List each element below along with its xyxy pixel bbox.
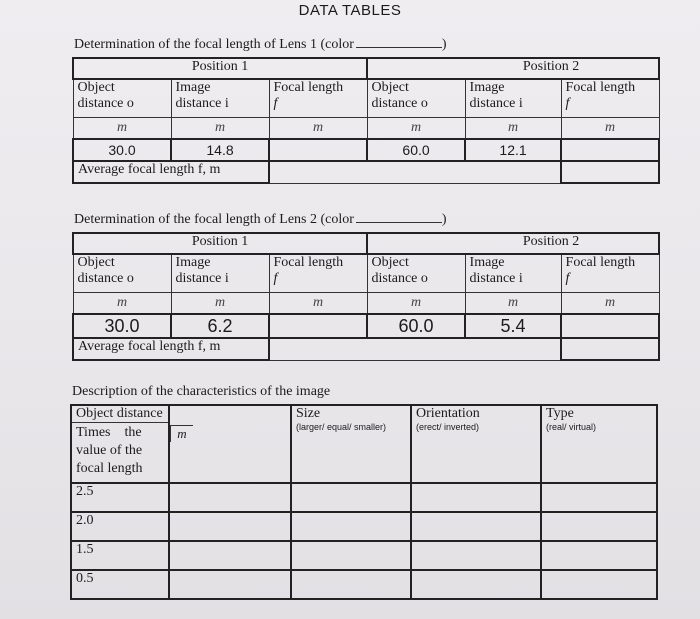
lens2-p2-object-label: Object xyxy=(371,255,409,270)
lens2-p1-image-value[interactable]: 6.2 xyxy=(171,314,269,338)
lens2-p1-image-header xyxy=(171,254,269,292)
size-sub: (larger/ equal/ smaller) xyxy=(296,422,387,432)
row-0-5-type[interactable] xyxy=(541,570,657,599)
row-1-5-orientation[interactable] xyxy=(411,541,541,570)
times-unit-header xyxy=(169,405,291,483)
times-focal-label xyxy=(72,423,168,479)
lens2-unit-6: m xyxy=(561,292,659,314)
lens2-p2-image-value[interactable]: 5.4 xyxy=(465,314,561,338)
lens1-unit-5: m xyxy=(465,117,561,139)
lens1-p1-object-sub: distance o xyxy=(77,96,134,111)
lens2-p1-image-sub: distance i xyxy=(175,271,229,286)
row-2-5-type[interactable] xyxy=(541,483,657,512)
lens1-table xyxy=(72,57,660,184)
times-unit: m xyxy=(170,425,193,442)
lens1-unit-3: m xyxy=(269,117,367,139)
lens2-p1-focal-label: Focal length xyxy=(273,255,344,270)
lens2-unit-2: m xyxy=(171,292,269,314)
lens2-p2-image-sub: distance i xyxy=(469,271,523,286)
lens1-p1-object-header xyxy=(73,79,171,117)
orientation-header xyxy=(411,405,541,483)
lens1-p1-image-label: Image xyxy=(175,80,211,95)
lens1-average-label: Average focal length f, m xyxy=(73,161,269,183)
characteristics-heading: Description of the characteristics of the image xyxy=(72,384,331,399)
lens2-color-blank[interactable] xyxy=(356,212,442,223)
lens1-position2-header: Position 2 xyxy=(367,58,659,79)
size-label: Size xyxy=(296,406,321,421)
lens1-p2-image-sub: distance i xyxy=(469,96,523,111)
object-distance-label: Object distance xyxy=(72,406,168,423)
type-header xyxy=(541,405,657,483)
lens1-p2-object-label: Object xyxy=(371,80,409,95)
type-label: Type xyxy=(546,406,574,421)
lens2-unit-4: m xyxy=(367,292,465,314)
lens1-p1-object-label: Object xyxy=(77,80,115,95)
lens1-p2-object-value[interactable]: 60.0 xyxy=(367,139,465,161)
row-0-5-label: 0.5 xyxy=(71,570,169,599)
row-2-5-label: 2.5 xyxy=(71,483,169,512)
lens1-heading-close: ) xyxy=(441,37,447,52)
lens2-position1-header: Position 1 xyxy=(73,233,367,254)
lens1-p1-focal-header xyxy=(269,79,367,117)
lens2-heading xyxy=(74,212,447,228)
lens1-p2-object-header xyxy=(367,79,465,117)
lens1-p1-focal-sub: f xyxy=(273,96,278,111)
page-title: DATA TABLES xyxy=(298,2,402,19)
orientation-sub: (erect/ inverted) xyxy=(416,422,480,432)
lens1-unit-4: m xyxy=(367,117,465,139)
value-of-the-word: value of the xyxy=(76,443,143,458)
lens1-heading xyxy=(74,37,447,53)
lens2-unit-5: m xyxy=(465,292,561,314)
row-1-5-type[interactable] xyxy=(541,541,657,570)
row-0-5-cell-1[interactable] xyxy=(169,570,291,599)
object-distance-header xyxy=(71,405,169,483)
times-word: Times xyxy=(76,425,111,440)
lens1-p1-focal-value[interactable] xyxy=(269,139,367,161)
lens1-p1-image-header xyxy=(171,79,269,117)
row-2-0-label: 2.0 xyxy=(71,512,169,541)
row-1-5-label: 1.5 xyxy=(71,541,169,570)
row-2-0-size[interactable] xyxy=(291,512,411,541)
lens1-p1-object-value[interactable]: 30.0 xyxy=(73,139,171,161)
lens1-p1-focal-label: Focal length xyxy=(273,80,344,95)
lens2-p2-focal-header xyxy=(561,254,659,292)
lens2-p1-image-label: Image xyxy=(175,255,211,270)
lens2-p2-object-header xyxy=(367,254,465,292)
lens2-p2-focal-value[interactable] xyxy=(561,314,659,338)
row-2-5-orientation[interactable] xyxy=(411,483,541,512)
lens1-p2-image-header xyxy=(465,79,561,117)
lens2-p2-image-header xyxy=(465,254,561,292)
lens1-p2-image-value[interactable]: 12.1 xyxy=(465,139,561,161)
lens2-p2-focal-sub: f xyxy=(565,271,570,286)
row-2-5-size[interactable] xyxy=(291,483,411,512)
lens2-p2-image-label: Image xyxy=(469,255,505,270)
lens2-p1-object-label: Object xyxy=(77,255,115,270)
lens2-p1-object-header xyxy=(73,254,171,292)
orientation-label: Orientation xyxy=(416,406,480,421)
lens1-unit-6: m xyxy=(561,117,659,139)
row-2-5-cell-1[interactable] xyxy=(169,483,291,512)
lens2-table xyxy=(72,232,660,361)
lens1-average-value[interactable] xyxy=(561,161,659,183)
lens1-heading-text: Determination of the focal length of Lens 1 (color xyxy=(74,37,354,52)
lens1-unit-2: m xyxy=(171,117,269,139)
lens1-color-blank[interactable] xyxy=(356,37,442,48)
type-sub: (real/ virtual) xyxy=(546,422,597,432)
lens1-p1-image-sub: distance i xyxy=(175,96,229,111)
row-2-0-cell-1[interactable] xyxy=(169,512,291,541)
lens2-p1-focal-header xyxy=(269,254,367,292)
lens2-p2-object-sub: distance o xyxy=(371,271,428,286)
lens2-unit-3: m xyxy=(269,292,367,314)
lens2-average-spacer xyxy=(269,338,561,360)
lens2-heading-text: Determination of the focal length of Lens 2 (color xyxy=(74,212,354,227)
lens1-position1-header: Position 1 xyxy=(73,58,367,79)
lens2-heading-close: ) xyxy=(441,212,447,227)
lens2-average-label: Average focal length f, m xyxy=(73,338,269,360)
row-0-5-size[interactable] xyxy=(291,570,411,599)
lens1-p2-focal-label: Focal length xyxy=(565,80,636,95)
row-1-5-size[interactable] xyxy=(291,541,411,570)
the-word: the xyxy=(124,425,142,440)
lens2-position2-header: Position 2 xyxy=(367,233,659,254)
lens1-unit-1: m xyxy=(73,117,171,139)
lens2-p1-focal-sub: f xyxy=(273,271,278,286)
lens2-p2-focal-label: Focal length xyxy=(565,255,636,270)
size-header xyxy=(291,405,411,483)
focal-length-word: focal length xyxy=(76,461,143,476)
characteristics-table xyxy=(70,404,658,600)
lens2-p1-focal-value[interactable] xyxy=(269,314,367,338)
lens1-p2-focal-header xyxy=(561,79,659,117)
lens2-p1-object-sub: distance o xyxy=(77,271,134,286)
lens1-average-spacer xyxy=(269,161,561,183)
lens2-p2-object-value[interactable]: 60.0 xyxy=(367,314,465,338)
lens1-p2-image-label: Image xyxy=(469,80,505,95)
row-2-0-orientation[interactable] xyxy=(411,512,541,541)
lens1-p2-focal-sub: f xyxy=(565,96,570,111)
row-1-5-cell-1[interactable] xyxy=(169,541,291,570)
lens1-p2-focal-value[interactable] xyxy=(561,139,659,161)
lens2-p1-object-value[interactable]: 30.0 xyxy=(73,314,171,338)
lens1-p1-image-value[interactable]: 14.8 xyxy=(171,139,269,161)
row-0-5-orientation[interactable] xyxy=(411,570,541,599)
row-2-0-type[interactable] xyxy=(541,512,657,541)
lens1-p2-object-sub: distance o xyxy=(371,96,428,111)
lens2-average-value[interactable] xyxy=(561,338,659,360)
lens2-unit-1: m xyxy=(73,292,171,314)
